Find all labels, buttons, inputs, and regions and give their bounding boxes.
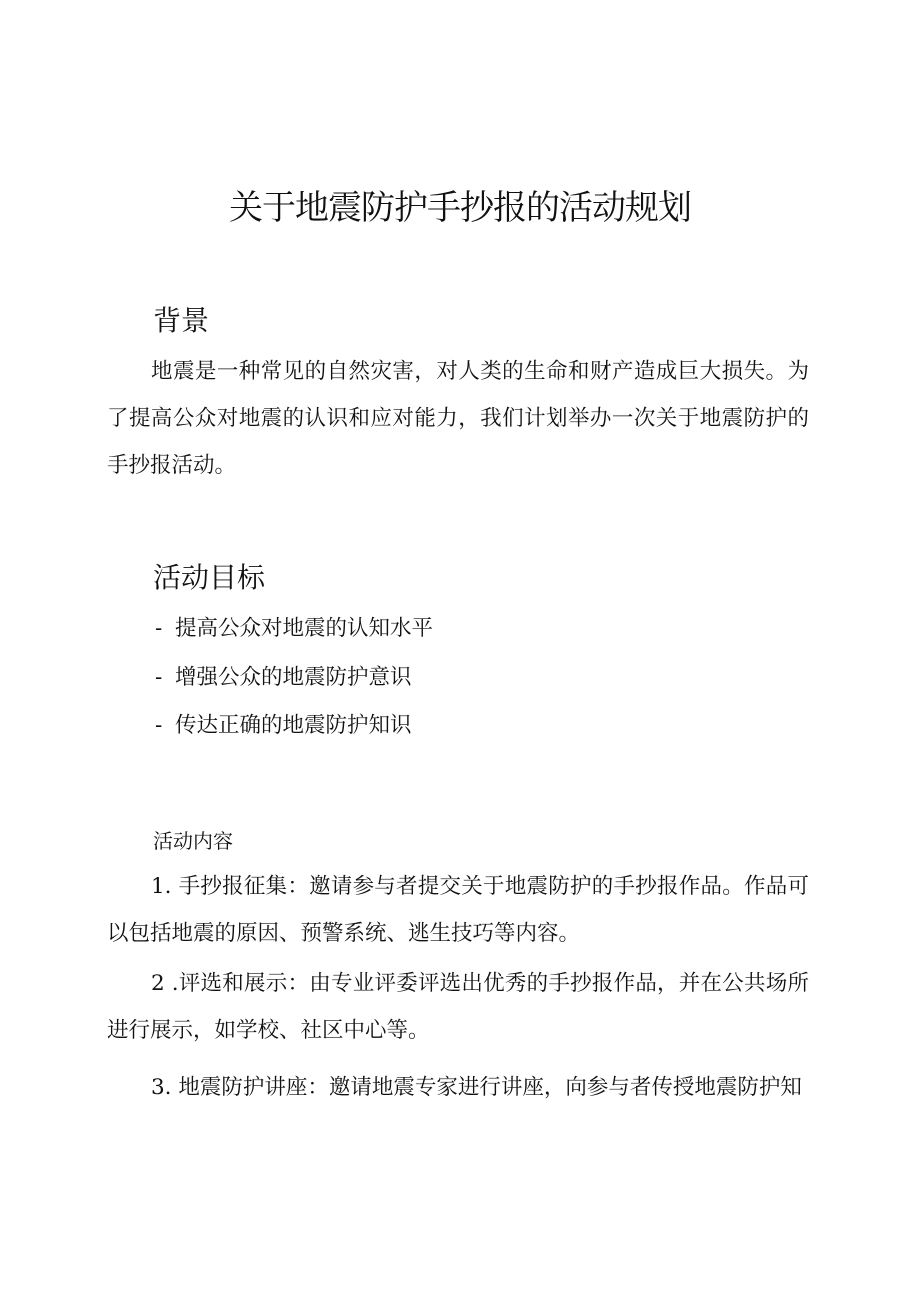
content-item-3: 3. 地震防护讲座：邀请地震专家进行讲座，向参与者传授地震防护知 — [151, 1075, 802, 1100]
goal-item — [155, 614, 433, 644]
content-item-2: 2 .评选和展示：由专业评委评选出优秀的手抄报作品，并在公共场所进行展示，如学校、社区中心等。 — [107, 971, 809, 1043]
goals-heading: 活动目标 — [153, 561, 266, 594]
goal-item-text: 提高公众对地震的认知水平 — [175, 616, 434, 641]
content-item-1: 1. 手抄报征集：邀请参与者提交关于地震防护的手抄报作品。作品可以包括地震的原因、预警系统、逃生技巧等内容。 — [107, 874, 809, 946]
goal-item — [155, 711, 412, 741]
list-dash: - — [155, 616, 163, 641]
goal-item-text: 传达正确的地震防护知识 — [175, 713, 412, 738]
list-dash: - — [155, 713, 163, 738]
goal-item — [155, 663, 412, 693]
content-heading: 活动内容 — [153, 829, 233, 853]
background-heading: 背景 — [153, 304, 210, 337]
document-title: 关于地震防护手抄报的活动规划 — [229, 188, 691, 228]
background-paragraph: 地震是一种常见的自然灾害，对人类的生命和财产造成巨大损失。为了提高公众对地震的认识和应对能力，我们计划举办一次关于地震防护的手抄报活动。 — [107, 359, 809, 478]
list-dash: - — [155, 665, 163, 690]
goal-item-text: 增强公众的地震防护意识 — [175, 665, 412, 690]
